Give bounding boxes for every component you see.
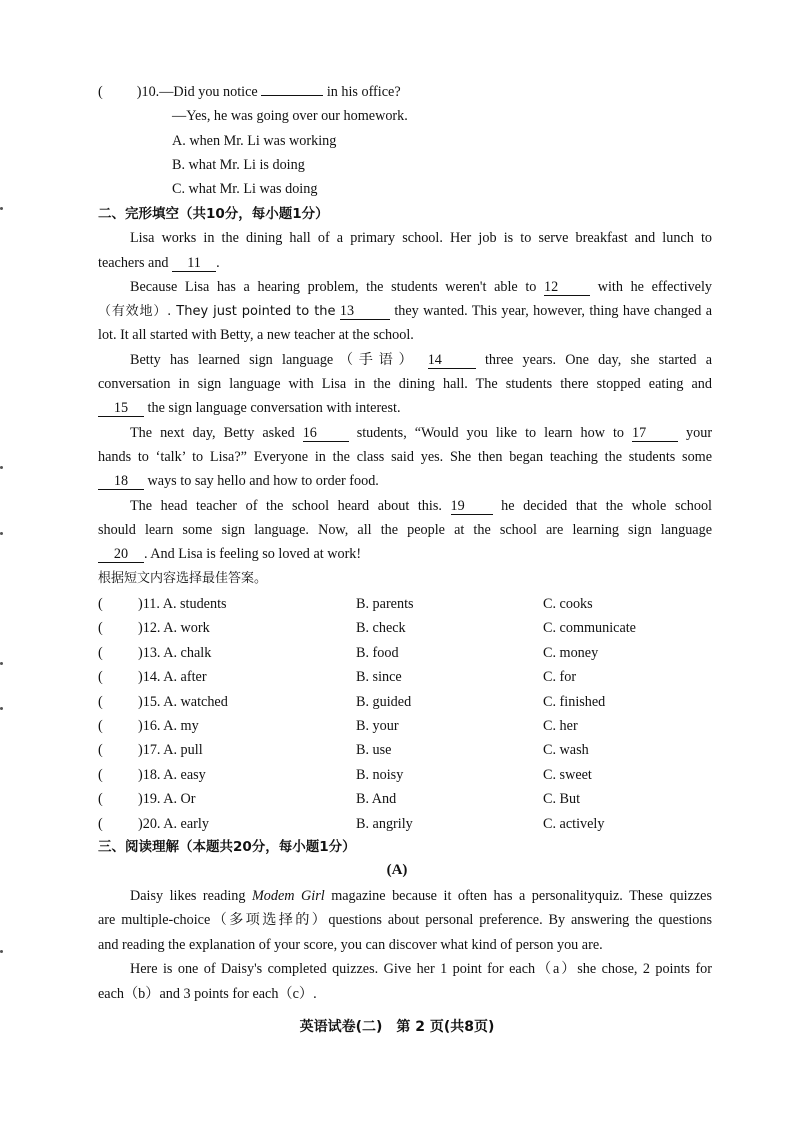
question-row (98, 717, 718, 737)
option-c: C. her (543, 718, 578, 734)
option-c: C. finished (543, 693, 606, 710)
blank-20[interactable]: 20 (98, 547, 144, 563)
passage-line: Here is one of Daisy's completed quizzes. Give her 1 point for each（a）she chose, 2 points for (130, 961, 712, 977)
blank-17[interactable]: 17 (632, 426, 678, 442)
margin-mark (0, 466, 3, 469)
option-b: B. your (356, 718, 399, 734)
passage-line: 15 the sign language conversation with interest. (98, 399, 401, 417)
blank-14[interactable]: 14 (428, 353, 476, 369)
option-b: B. since (356, 669, 402, 686)
option-b: B. what Mr. Li is doing (172, 157, 305, 173)
option-b: B. food (356, 644, 399, 661)
option-a: )13. A. chalk (138, 644, 212, 661)
question-row (98, 644, 718, 664)
passage-line: and reading the explanation of your score, you can discover what kind of person you are. (98, 937, 603, 953)
option-b: B. use (356, 742, 392, 759)
question-row (98, 595, 718, 615)
answer-paren-open[interactable]: ( (98, 620, 103, 637)
passage-line: each（b）and 3 points for each（c）. (98, 986, 317, 1002)
option-b: B. noisy (356, 766, 404, 783)
margin-mark (0, 207, 3, 210)
blank-18[interactable]: 18 (98, 474, 144, 490)
passage-line: 18 ways to say hello and how to order food. (98, 472, 379, 490)
question-row (98, 619, 718, 639)
answer-paren-open[interactable]: ( (98, 791, 103, 808)
answer-paren-open[interactable]: ( (98, 742, 103, 759)
answer-blank[interactable] (261, 95, 323, 96)
option-c: C. for (543, 669, 577, 686)
margin-mark (0, 532, 3, 535)
question-number: 10. (141, 84, 160, 100)
option-c: C. money (543, 644, 599, 661)
blank-16[interactable]: 16 (303, 426, 349, 442)
section-2-heading: 二、完形填空（共10分，每小题1分） (98, 206, 329, 222)
passage-line: 20 . And Lisa is feeling so loved at work! (98, 545, 361, 563)
option-c: C. communicate (543, 620, 636, 637)
option-b: B. angrily (356, 815, 413, 832)
option-c: C. wash (543, 742, 589, 759)
question-row (98, 693, 718, 713)
page-footer: 英语试卷(二) 第 2 页(共8页) (299, 1019, 495, 1035)
option-a: )18. A. easy (138, 766, 206, 783)
answer-paren-open[interactable]: ( (98, 718, 103, 734)
passage-line: The next day, Betty asked 16 students, “Would you like to learn how to 17 your (130, 425, 713, 441)
option-c: C. actively (543, 815, 605, 832)
question-text: —Did you notice (159, 84, 258, 100)
blank-13[interactable]: 13 (340, 304, 390, 320)
passage-line: Daisy likes reading Modem Girl magazine because it often has a personalityquiz. These quizzes (130, 888, 713, 904)
margin-mark (0, 662, 3, 665)
option-c: C. sweet (543, 766, 592, 783)
passage-line: hands to ‘talk’ to Lisa?” Everyone in the class said yes. She then began teaching the students some (98, 449, 712, 465)
option-a: A. when Mr. Li was working (172, 133, 337, 149)
passage-line: （有效地）. They just pointed to the 13 they wanted. This year, however, thing have changed a (98, 303, 713, 319)
margin-mark (0, 707, 3, 710)
passage-line: should learn some sign language. Now, all the people at the school are learning sign language (98, 522, 712, 538)
answer-paren-open[interactable]: ( (98, 669, 103, 686)
option-b: B. parents (356, 596, 414, 612)
answer-paren-open[interactable]: ( (98, 693, 103, 710)
question-row (98, 790, 718, 810)
blank-19[interactable]: 19 (451, 499, 493, 515)
passage-label: (A) (386, 862, 408, 878)
option-a: )17. A. pull (138, 742, 203, 759)
passage-line: lot. It all started with Betty, a new teacher at the school. (98, 327, 414, 343)
answer-paren-close: ) (136, 84, 142, 100)
blank-11[interactable]: 11 (172, 256, 216, 272)
question-10-stem (98, 83, 401, 101)
answer-paren-open[interactable]: ( (98, 815, 103, 832)
passage-line: are multiple-choice（多项选择的）questions about personal preference. By answering the questions (98, 912, 712, 928)
margin-mark (0, 950, 3, 953)
option-b: B. And (356, 791, 397, 808)
answer-paren-open[interactable]: ( (98, 644, 103, 661)
answer-paren-open[interactable]: ( (98, 766, 103, 783)
passage-line: Betty has learned sign language（手语） 14 three years. One day, she started a (130, 352, 713, 368)
option-a: )15. A. watched (138, 693, 228, 710)
passage-line: Lisa works in the dining hall of a primary school. Her job is to serve breakfast and lunch to (130, 230, 712, 246)
option-c: C. cooks (543, 596, 593, 612)
section-3-heading: 三、阅读理解（本题共20分，每小题1分） (98, 839, 356, 855)
option-c: C. what Mr. Li was doing (172, 181, 318, 197)
option-a: )16. A. my (138, 718, 199, 734)
option-a: )12. A. work (138, 620, 210, 637)
option-a: )14. A. after (138, 669, 207, 686)
instruction: 根据短文内容选择最佳答案。 (98, 571, 268, 586)
answer-paren-open[interactable]: ( (98, 596, 103, 612)
question-row (98, 815, 718, 835)
passage-line: conversation in sign language with Lisa in the dining hall. The students there stopped eating and (98, 376, 712, 392)
question-row (98, 668, 718, 688)
blank-12[interactable]: 12 (544, 280, 590, 296)
question-row (98, 766, 718, 786)
option-c: C. But (543, 791, 581, 808)
option-a: )19. A. Or (138, 791, 196, 808)
passage-line: teachers and 11 . (98, 255, 220, 271)
option-a: )11. A. students (138, 596, 227, 612)
passage-line: The head teacher of the school heard about this. 19 he decided that the whole school (130, 498, 713, 514)
question-10-reply: —Yes, he was going over our homework. (172, 108, 408, 124)
question-row (98, 741, 718, 761)
magazine-title: Modem Girl (251, 888, 325, 904)
option-a: )20. A. early (138, 815, 209, 832)
option-b: B. check (356, 620, 406, 637)
question-text: in his office? (326, 84, 401, 100)
passage-line: Because Lisa has a hearing problem, the students weren't able to 12 with he effectively (130, 279, 713, 295)
blank-15[interactable]: 15 (98, 401, 144, 417)
answer-paren-open: ( (98, 84, 103, 100)
option-b: B. guided (356, 693, 412, 710)
